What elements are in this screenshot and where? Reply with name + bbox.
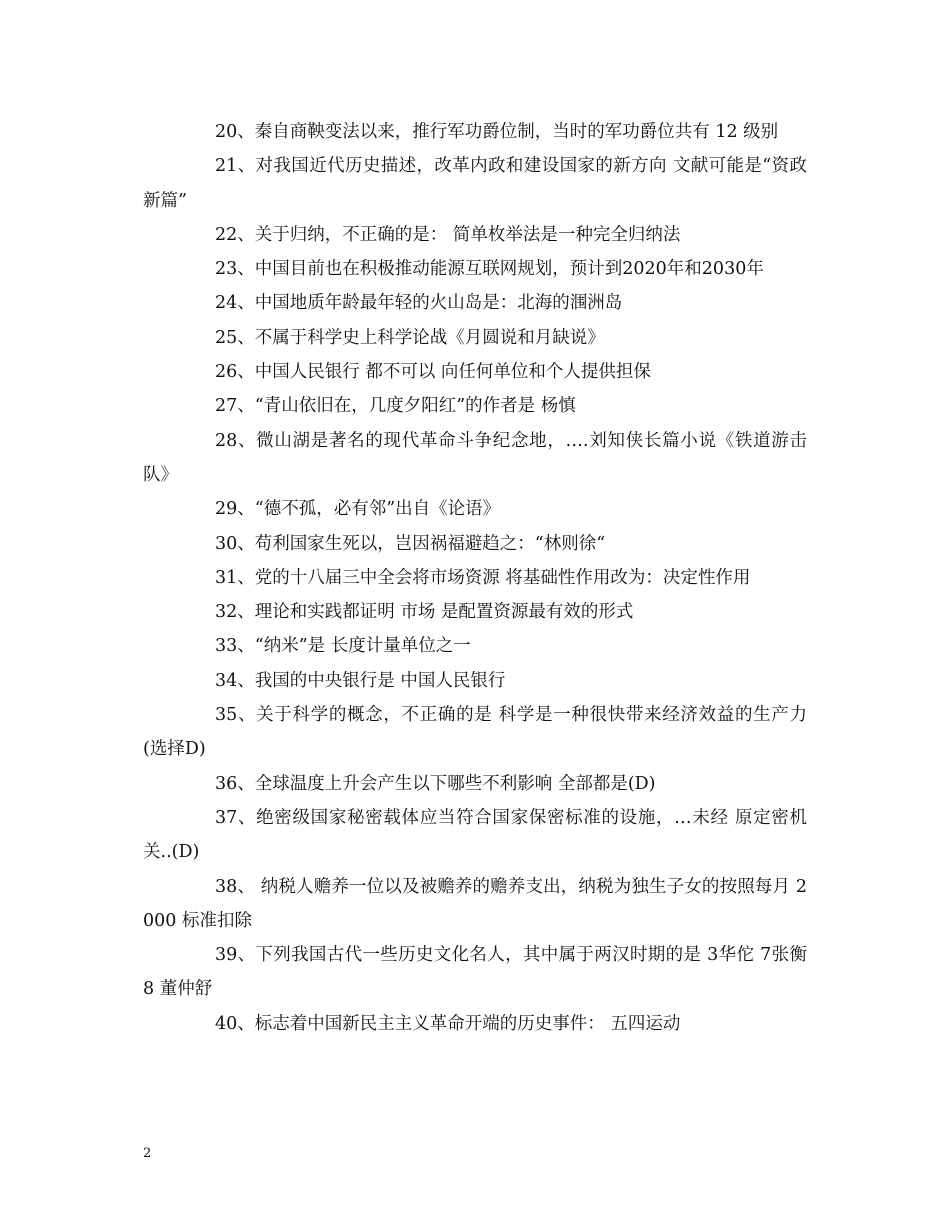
- list-item: 20、秦自商鞅变法以来，推行军功爵位制，当时的军功爵位共有 12 级别: [215, 122, 779, 142]
- list-item: 40、标志着中国新民主主义革命开端的历史事件： 五四运动: [215, 1013, 681, 1034]
- page-number: 2: [143, 1146, 152, 1161]
- list-item: 26、中国人民银行 都不可以 向任何单位和个人提供担保: [215, 362, 651, 383]
- list-item: 25、不属于科学史上科学论战《月圆说和月缺说》: [215, 327, 605, 348]
- list-item: 21、对我国近代历史描述，改革内政和建设国家的新方向 文献可能是“资政新篇”: [143, 156, 807, 211]
- list-item: 29、“德不孤，必有邻”出自《论语》: [215, 499, 501, 520]
- list-item: 28、微山湖是著名的现代革命斗争纪念地，….刘知侠长篇小说《铁道游击队》: [143, 430, 807, 485]
- list-item: 31、党的十八届三中全会将市场资源 将基础性作用改为：决定性作用: [215, 567, 751, 588]
- list-item: 38、 纳税人赡养一位以及被赡养的赡养支出，纳税为独生子女的按照每月 2000 标准扣除: [143, 876, 807, 931]
- list-item: 23、中国目前也在积极推动能源互联网规划，预计到2020年和2030年: [215, 259, 764, 280]
- list-item: 36、全球温度上升会产生以下哪些不利影响 全部都是(D): [215, 773, 656, 794]
- list-item: 30、苟利国家生死以，岂因祸福避趋之：“林则徐“: [215, 533, 606, 554]
- list-item: 27、“青山依旧在，几度夕阳红”的作者是 杨慎: [215, 396, 576, 417]
- question-list: [143, 115, 807, 1041]
- list-item: 39、下列我国古代一些历史文化名人，其中属于两汉时期的是 3华佗 7张衡 8 董仲舒: [143, 945, 807, 1000]
- list-item: 33、“纳米”是 长度计量单位之一: [215, 636, 471, 657]
- list-item: 32、理论和实践都证明 市场 是配置资源最有效的形式: [215, 602, 634, 623]
- list-item: 37、绝密级国家秘密载体应当符合国家保密标准的设施，…未经 原定密机关..(D): [143, 807, 807, 863]
- list-item: 35、关于科学的概念，不正确的是 科学是一种很快带来经济效益的生产力(选择D): [143, 705, 807, 760]
- list-item: 22、关于归纳，不正确的是： 简单枚举法是一种完全归纳法: [215, 224, 681, 245]
- list-item: 34、我国的中央银行是 中国人民银行: [215, 670, 506, 691]
- list-item: 24、中国地质年龄最年轻的火山岛是：北海的涠洲岛: [215, 293, 623, 314]
